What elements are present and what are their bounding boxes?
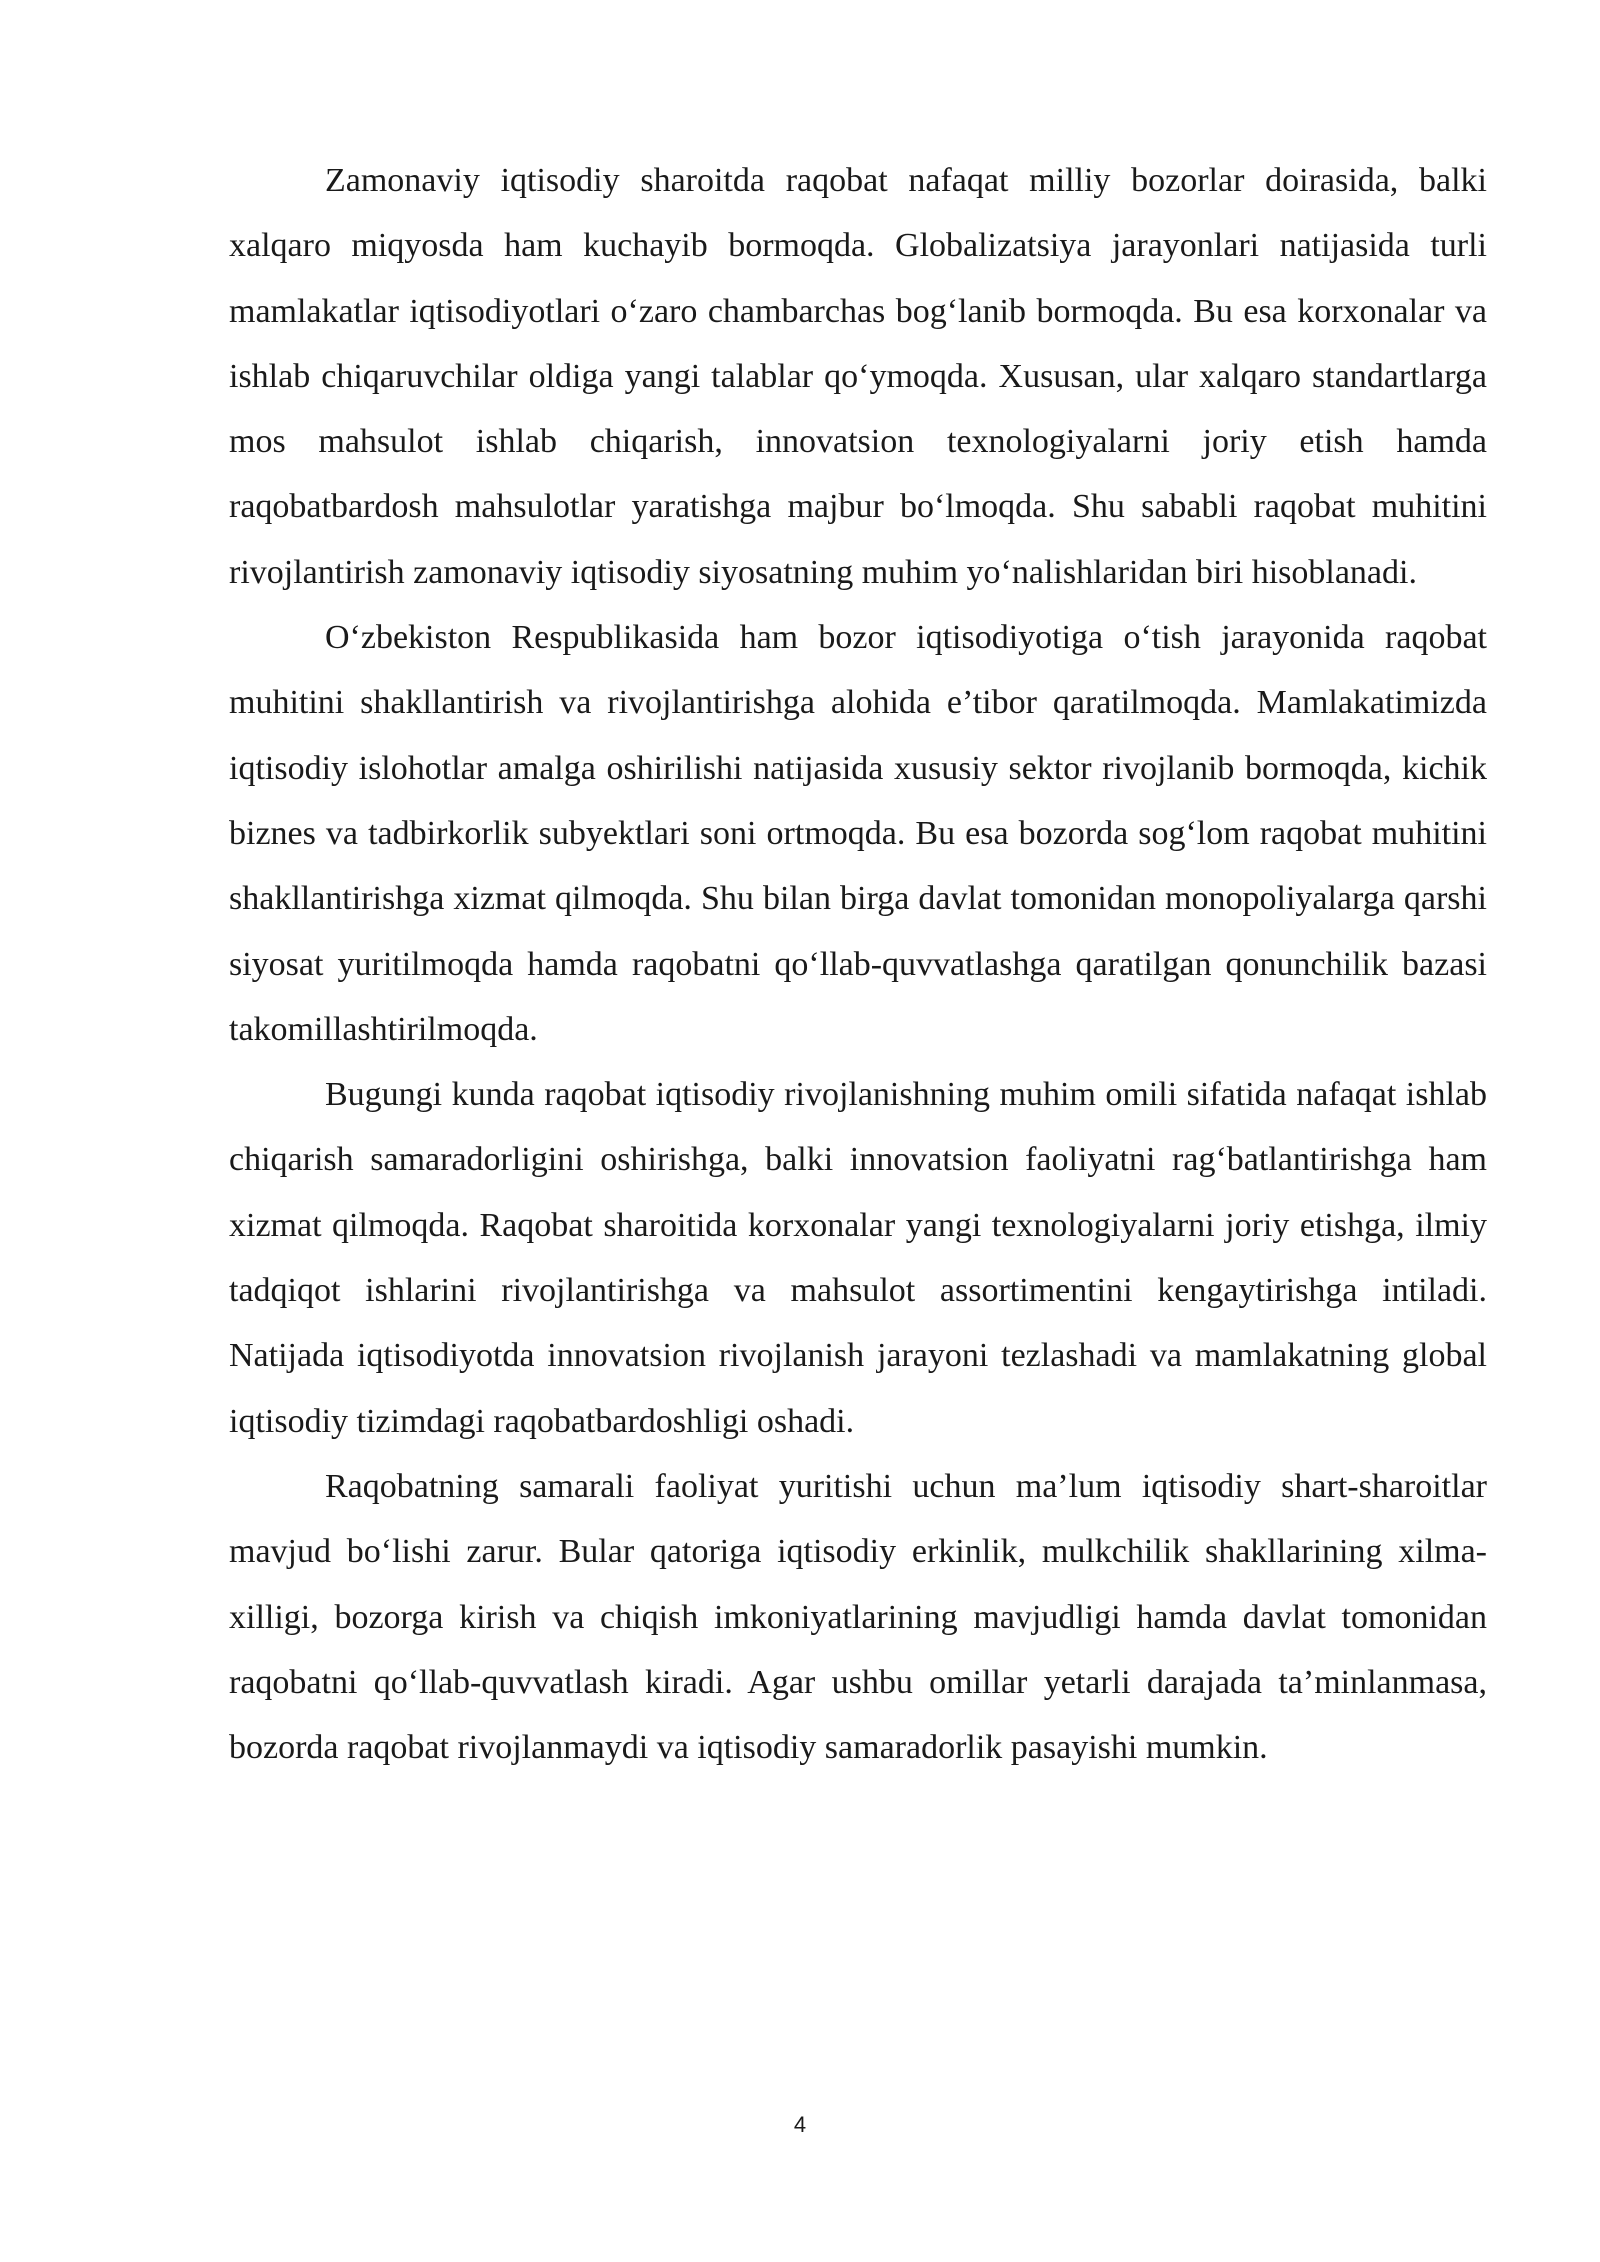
page-number: 4 bbox=[793, 2112, 807, 2137]
paragraph-2: O‘zbekiston Respublikasida ham bozor iqtisodiyotiga o‘tish jarayonida raqobat muhitini shakllantirish va rivojlantirishga alohida e’tibor qaratilmoqda. Mamlakatimizda iqtisodiy islohotlar amalga oshirilishi natijasida xususiy sektor rivojlanib bormoqda, kichik biznes va tadbirkorlik subyektlari soni ortmoqda. Bu esa bozorda sog‘lom raqobat muhitini shakllantirishga xizmat qilmoqda. Shu bilan birga davlat tomonidan monopoliyalarga qarshi siyosat yuritilmoqda hamda raqobatni qo‘llab-quvvatlashga qaratilgan qonunchilik bazasi takomillashtirilmoqda. bbox=[229, 619, 1487, 1048]
paragraph-1: Zamonaviy iqtisodiy sharoitda raqobat nafaqat milliy bozorlar doirasida, balki xalqaro miqyosda ham kuchayib bormoqda. Globalizatsiya jarayonlari natijasida turli mamlakatlar iqtisodiyotlari o‘zaro chambarchas bog‘lanib bormoqda. Bu esa korxonalar va ishlab chiqaruvchilar oldiga yangi talablar qo‘ymoqda. Xususan, ular xalqaro standartlarga mos mahsulot ishlab chiqarish, innovatsion texnologiyalarni joriy etish hamda raqobatbardosh mahsulotlar yaratishga majbur bo‘lmoqda. Shu sababli raqobat muhitini rivojlantirish zamonaviy iqtisodiy siyosatning muhim yo‘nalishlaridan biri hisoblanadi. bbox=[229, 162, 1487, 591]
paragraph-4: Raqobatning samarali faoliyat yuritishi uchun ma’lum iqtisodiy shart-sharoitlar mavjud bo‘lishi zarur. Bular qatoriga iqtisodiy erkinlik, mulkchilik shakllarining xilma-xilligi, bozorga kirish va chiqish imkoniyatlarining mavjudligi hamda davlat tomonidan raqobatni qo‘llab-quvvatlash kiradi. Agar ushbu omillar yetarli darajada ta’minlanmasa, bozorda raqobat rivojlanmaydi va iqtisodiy samaradorlik pasayishi mumkin. bbox=[229, 1467, 1487, 1767]
paragraph-3: Bugungi kunda raqobat iqtisodiy rivojlanishning muhim omili sifatida nafaqat ishlab chiqarish samaradorligini oshirishga, balki innovatsion faoliyatni rag‘batlantirishga ham xizmat qilmoqda. Raqobat sharoitida korxonalar yangi texnologiyalarni joriy etishga, ilmiy tadqiqot ishlarini rivojlantirishga va mahsulot assortimentini kengaytirishga intiladi. Natijada iqtisodiyotda innovatsion rivojlanish jarayoni tezlashadi va mamlakatning global iqtisodiy tizimdagi raqobatbardoshligi oshadi. bbox=[229, 1076, 1487, 1440]
body-text bbox=[229, 148, 1487, 1780]
